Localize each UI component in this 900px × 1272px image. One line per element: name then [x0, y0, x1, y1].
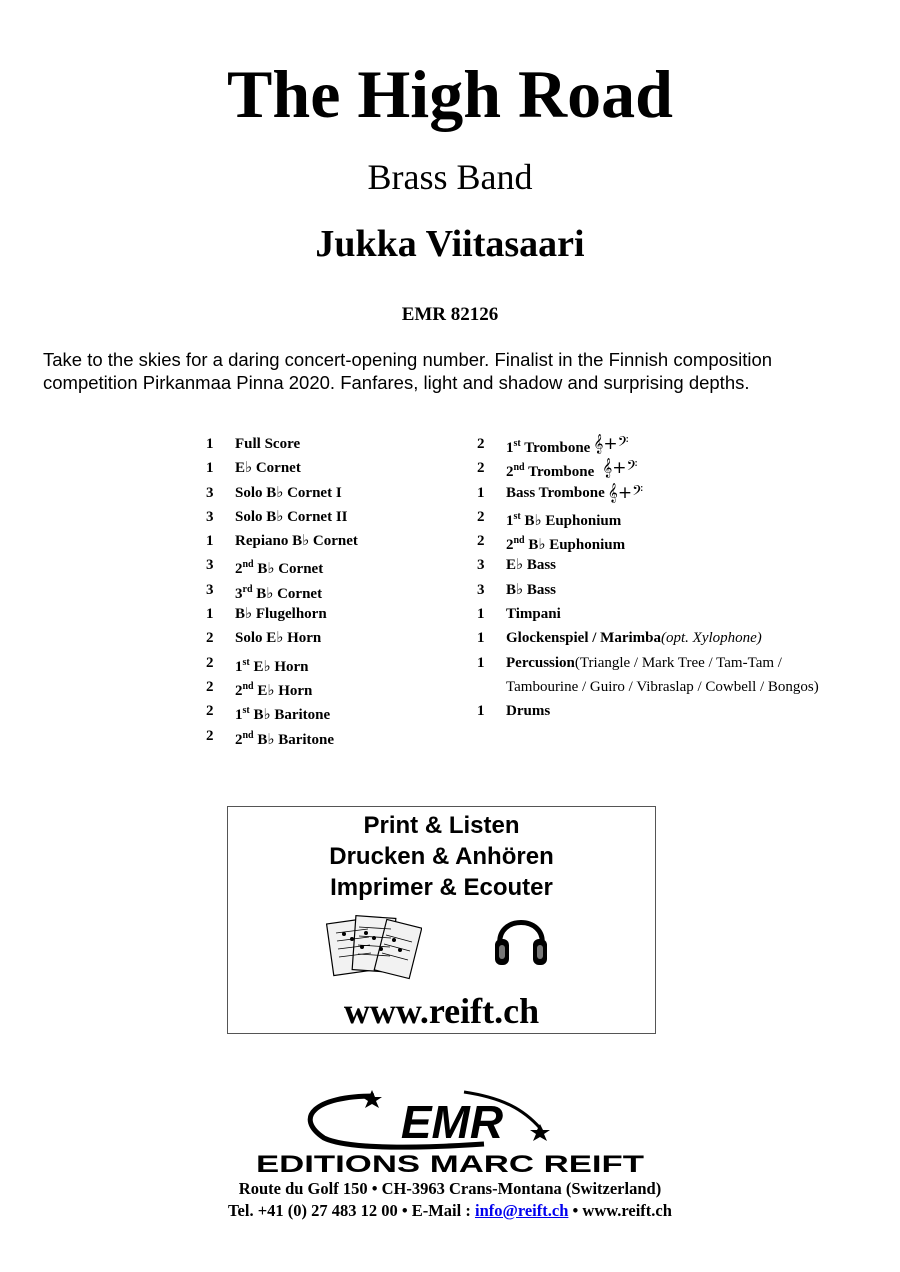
part-row — [477, 651, 819, 675]
part-row — [206, 675, 358, 699]
part-name-text: B♭ Bass — [506, 581, 557, 598]
part-ordinal-suffix: nd — [242, 680, 254, 692]
part-name-text: Solo E♭ Horn — [235, 630, 322, 647]
part-quantity: 3 — [206, 581, 214, 598]
promo-website: www.reift.ch — [343, 991, 540, 1031]
print-listen-box — [227, 806, 656, 1034]
part-quantity: 3 — [477, 557, 485, 574]
part-ordinal: 1 — [506, 512, 514, 529]
part-name-text: Percussion — [506, 654, 575, 671]
part-name-text: B♭ Cornet — [256, 585, 323, 602]
part-row — [206, 724, 358, 748]
part-row — [206, 456, 358, 480]
part-quantity: 2 — [477, 436, 485, 452]
part-name — [235, 602, 327, 626]
part-quantity: 1 — [206, 436, 214, 452]
phone-text: Tel. +41 (0) 27 483 12 00 • E-Mail : — [228, 1201, 475, 1220]
description: Take to the skies for a daring concert-opening number. Finalist in the Finnish composition competition Pirkanmaa Pinna 2020. Fanfares, light and shadow and surprising depths. — [43, 349, 773, 393]
part-quantity: 2 — [206, 678, 214, 695]
part-ordinal-suffix: st — [242, 705, 250, 717]
parts-list-left — [206, 432, 358, 748]
part-row — [206, 553, 358, 577]
part-name — [506, 529, 625, 553]
part-name — [235, 456, 301, 480]
part-note-continued: Tambourine / Guiro / Vibraslap / Cowbell / Bongos) — [506, 678, 819, 695]
part-row — [206, 529, 358, 553]
part-quantity: 1 — [477, 703, 485, 720]
treble-bass-clef-icon: 𝄞+𝄢 — [607, 482, 644, 503]
part-ordinal-suffix: nd — [513, 462, 525, 474]
part-name-text: E♭ Horn — [253, 658, 309, 675]
promo-line-drucken: Drucken & Anhören — [329, 843, 554, 870]
part-name — [506, 651, 575, 675]
part-name-text: Glockenspiel / Marimba — [506, 630, 661, 647]
part-row — [477, 602, 819, 626]
part-row — [206, 481, 358, 505]
publisher-contact — [0, 1200, 900, 1222]
treble-bass-clef-icon: 𝄞+𝄢 — [602, 458, 638, 479]
part-name — [506, 432, 590, 456]
part-name-text: E♭ Cornet — [235, 460, 301, 477]
part-name — [506, 553, 556, 577]
parts-list-right — [477, 432, 819, 724]
part-name — [235, 675, 312, 699]
part-quantity: 1 — [477, 654, 485, 671]
part-name — [235, 626, 321, 650]
part-row — [477, 553, 819, 577]
part-name-text: Bass Trombone — [506, 484, 605, 501]
part-ordinal: 2 — [506, 537, 514, 554]
part-name-text: Solo B♭ Cornet II — [235, 508, 348, 525]
part-row — [206, 699, 358, 723]
part-note: (Triangle / Mark Tree / Tam-Tam / — [574, 654, 782, 671]
part-name-text: B♭ Flugelhorn — [235, 606, 327, 623]
part-quantity: 3 — [206, 557, 214, 574]
part-row — [477, 456, 819, 480]
part-ordinal: 2 — [235, 731, 243, 748]
part-ordinal: 2 — [235, 682, 243, 699]
email-link[interactable]: info@reift.ch — [474, 1201, 569, 1220]
part-name-text: E♭ Bass — [506, 557, 557, 574]
part-row — [206, 505, 358, 529]
part-ordinal-suffix: rd — [242, 583, 253, 595]
part-row — [477, 505, 819, 529]
part-name-text: E♭ Horn — [257, 682, 313, 699]
part-name — [506, 505, 621, 529]
headphones-icon — [492, 905, 550, 969]
part-row — [477, 626, 819, 650]
part-ordinal-suffix: st — [513, 438, 521, 449]
part-quantity: 3 — [206, 508, 214, 525]
part-quantity: 1 — [206, 533, 214, 550]
part-name-text: Solo B♭ Cornet I — [235, 484, 342, 501]
part-quantity: 2 — [206, 630, 214, 647]
part-name — [235, 529, 358, 553]
part-name — [506, 578, 556, 602]
part-ordinal-suffix: st — [513, 510, 521, 522]
promo-line-print-listen: Print & Listen — [363, 812, 520, 839]
part-quantity: 3 — [206, 484, 214, 501]
part-quantity: 2 — [477, 460, 485, 477]
part-ordinal: 2 — [235, 561, 243, 578]
part-row — [206, 602, 358, 626]
part-ordinal: 2 — [506, 464, 514, 481]
part-row — [206, 626, 358, 650]
part-quantity: 1 — [477, 606, 485, 623]
part-quantity: 1 — [206, 460, 214, 477]
logo-emr-text: EMR — [400, 1096, 504, 1148]
part-quantity: 2 — [206, 727, 214, 744]
part-name — [235, 724, 334, 748]
part-name-text: Full Score — [235, 436, 301, 452]
publisher-address: Route du Golf 150 • CH-3963 Crans-Montana (Switzerland) — [238, 1179, 662, 1198]
part-name-text: B♭ Baritone — [257, 731, 335, 748]
part-name-text: Trombone — [528, 464, 595, 481]
part-name — [506, 456, 594, 480]
sheet-music-icon — [326, 911, 422, 981]
part-name-text: Drums — [506, 703, 551, 720]
part-row — [206, 578, 358, 602]
subtitle: Brass Band — [367, 157, 533, 197]
part-ordinal: 1 — [506, 440, 514, 456]
part-row — [206, 432, 358, 456]
part-ordinal: 1 — [235, 707, 243, 724]
catalog-code: EMR 82126 — [401, 304, 499, 325]
part-row — [477, 432, 819, 456]
part-name-text: B♭ Euphonium — [524, 512, 622, 529]
part-name-text: B♭ Baritone — [253, 707, 331, 724]
part-name-text: Repiano B♭ Cornet — [235, 533, 358, 550]
part-quantity: 1 — [477, 484, 485, 501]
part-name — [506, 481, 605, 505]
part-name-text: Trombone — [524, 440, 591, 456]
page-title: The High Road — [227, 56, 673, 132]
part-row — [477, 699, 819, 723]
part-quantity: 2 — [477, 508, 485, 525]
part-name — [506, 602, 561, 626]
part-name — [235, 481, 342, 505]
part-name — [235, 699, 330, 723]
part-quantity: 1 — [206, 606, 214, 623]
part-quantity: 1 — [477, 630, 485, 647]
part-ordinal-suffix: nd — [513, 535, 525, 547]
part-row — [477, 529, 819, 553]
part-note: (opt. Xylophone) — [661, 630, 762, 647]
part-quantity: 2 — [206, 703, 214, 720]
treble-bass-clef-icon: 𝄞+𝄢 — [593, 434, 629, 454]
part-name — [235, 432, 300, 456]
part-name-text: B♭ Euphonium — [528, 537, 626, 554]
part-name — [506, 626, 661, 650]
part-quantity: 2 — [477, 533, 485, 550]
part-ordinal: 3 — [235, 585, 243, 602]
part-name-text: Timpani — [506, 606, 561, 623]
logo-editions-text: EDITIONS MARC REIFT — [256, 1151, 645, 1176]
part-quantity: 3 — [477, 581, 485, 598]
editions-marc-reift-logo — [254, 1088, 646, 1176]
part-ordinal: 1 — [235, 658, 243, 675]
part-name-text: B♭ Cornet — [257, 561, 324, 578]
part-row — [477, 481, 819, 505]
part-name — [235, 578, 322, 602]
part-row-continuation — [477, 675, 819, 699]
composer-name: Jukka Viitasaari — [315, 223, 585, 265]
part-name — [235, 505, 348, 529]
part-ordinal-suffix: nd — [242, 729, 254, 741]
part-row — [477, 578, 819, 602]
part-name — [235, 553, 323, 577]
part-quantity: 2 — [206, 654, 214, 671]
promo-line-imprimer: Imprimer & Ecouter — [330, 874, 553, 901]
part-name — [506, 699, 550, 723]
part-row — [206, 651, 358, 675]
part-ordinal-suffix: st — [242, 656, 250, 668]
part-name — [235, 651, 308, 675]
website-text: • www.reift.ch — [568, 1201, 672, 1220]
part-ordinal-suffix: nd — [242, 559, 254, 571]
